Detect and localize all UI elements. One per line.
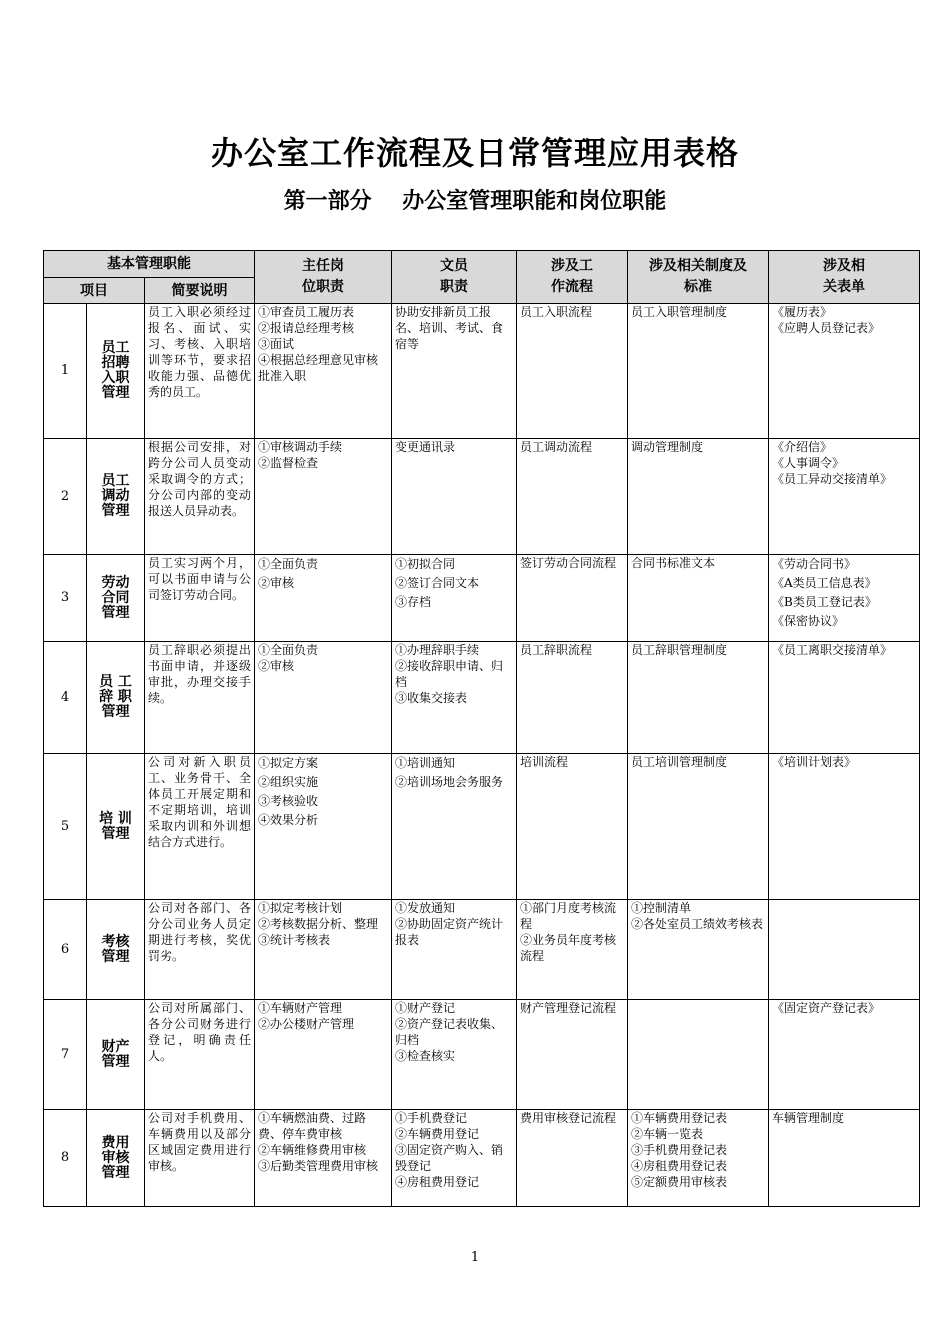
- header-process: 涉及工 作流程: [517, 251, 628, 304]
- row-process: 签订劳动合同流程: [517, 555, 628, 642]
- table-row: [44, 1000, 920, 1110]
- row-forms: 《劳动合同书》 《A类员工信息表》 《B类员工登记表》 《保密协议》: [769, 555, 920, 642]
- row-system: 员工培训管理制度: [628, 754, 769, 900]
- row-description: 公司对各部门、各分公司业务人员定期进行考核，奖优罚劣。: [145, 900, 255, 1000]
- row-project: 考核管理: [87, 900, 145, 1000]
- row-system: ①车辆费用登记表 ②车辆一览表 ③手机费用登记表 ④房租费用登记表 ⑤定额费用审核表: [628, 1110, 769, 1207]
- table-row: [44, 439, 920, 555]
- row-description: 员工实习两个月，可以书面申请与公司签订劳动合同。: [145, 555, 255, 642]
- row-system: ①控制清单 ②各处室员工绩效考核表: [628, 900, 769, 1000]
- row-director: ①全面负责 ②审核: [255, 555, 392, 642]
- header-system: 涉及相关制度及 标准: [628, 251, 769, 304]
- row-forms: 《介绍信》 《人事调令》 《员工异动交接清单》: [769, 439, 920, 555]
- table-row: [44, 754, 920, 900]
- table-row: [44, 900, 920, 1000]
- row-project: 劳动合同管理: [87, 555, 145, 642]
- row-number: 5: [44, 754, 87, 900]
- row-number: 4: [44, 642, 87, 754]
- row-number: 6: [44, 900, 87, 1000]
- document-title: 办公室工作流程及日常管理应用表格: [210, 134, 739, 172]
- header-basic-functions: 基本管理职能: [44, 251, 255, 278]
- row-director: ①车辆财产管理 ②办公楼财产管理: [255, 1000, 392, 1110]
- row-process: 员工调动流程: [517, 439, 628, 555]
- row-forms: 车辆管理制度: [769, 1110, 920, 1207]
- row-director: ①审查员工履历表 ②报请总经理考核 ③面试 ④根据总经理意见审核批准入职: [255, 304, 392, 439]
- row-project: 培 训管理: [87, 754, 145, 900]
- row-description: 根据公司安排，对跨分公司人员变动采取调令的方式；分公司内部的变动报送人员异动表。: [145, 439, 255, 555]
- row-project: 员 工辞 职管理: [87, 642, 145, 754]
- row-description: 公司对手机费用、车辆费用以及部分区域固定费用进行审核。: [145, 1110, 255, 1207]
- table-row: [44, 304, 920, 439]
- row-system: [628, 1000, 769, 1110]
- row-project: 财产管理: [87, 1000, 145, 1110]
- row-clerk: ①手机费登记 ②车辆费用登记 ③固定资产购入、销毁登记 ④房租费用登记: [392, 1110, 517, 1207]
- row-director: ①拟定方案 ②组织实施 ③考核验收 ④效果分析: [255, 754, 392, 900]
- row-process: 费用审核登记流程: [517, 1110, 628, 1207]
- row-clerk: ①发放通知 ②协助固定资产统计报表: [392, 900, 517, 1000]
- row-forms: 《员工离职交接清单》: [769, 642, 920, 754]
- row-forms: 《固定资产登记表》: [769, 1000, 920, 1110]
- row-number: 2: [44, 439, 87, 555]
- header-forms: 涉及相 关表单: [769, 251, 920, 304]
- row-system: 员工辞职管理制度: [628, 642, 769, 754]
- table-row: [44, 642, 920, 754]
- row-number: 1: [44, 304, 87, 439]
- row-description: 员工辞职必须提出书面申请，并逐级审批，办理交接手续。: [145, 642, 255, 754]
- row-clerk: 协助安排新员工报名、培训、考试、食宿等: [392, 304, 517, 439]
- row-project: 员工调动管理: [87, 439, 145, 555]
- row-clerk: ①初拟合同 ②签订合同文本 ③存档: [392, 555, 517, 642]
- row-process: ①部门月度考核流程 ②业务员年度考核流程: [517, 900, 628, 1000]
- header-description: 简要说明: [145, 278, 255, 304]
- row-number: 7: [44, 1000, 87, 1110]
- row-director: ①审核调动手续 ②监督检查: [255, 439, 392, 555]
- row-system: 调动管理制度: [628, 439, 769, 555]
- row-project: 费用审核管理: [87, 1110, 145, 1207]
- page-number: 1: [470, 1250, 480, 1265]
- row-director: ①拟定考核计划 ②考核数据分析、整理 ③统计考核表: [255, 900, 392, 1000]
- row-forms: 《培训计划表》: [769, 754, 920, 900]
- row-system: 员工入职管理制度: [628, 304, 769, 439]
- row-number: 3: [44, 555, 87, 642]
- row-process: 员工入职流程: [517, 304, 628, 439]
- row-clerk: ①办理辞职手续 ②接收辞职申请、归档 ③收集交接表: [392, 642, 517, 754]
- row-clerk: ①财产登记 ②资产登记表收集、归档 ③检查核实: [392, 1000, 517, 1110]
- header-director-duties: 主任岗 位职责: [255, 251, 392, 304]
- row-system: 合同书标准文本: [628, 555, 769, 642]
- row-number: 8: [44, 1110, 87, 1207]
- management-table: [43, 250, 920, 1207]
- row-description: 公司对新入职员工、业务骨干、全体员工开展定期和不定期培训，培训采取内训和外训想结合方式进行。: [145, 754, 255, 900]
- row-description: 公司对所属部门、各分公司财务进行登记，明确责任人。: [145, 1000, 255, 1110]
- row-forms: 《履历表》 《应聘人员登记表》: [769, 304, 920, 439]
- table-row: [44, 555, 920, 642]
- row-process: 财产管理登记流程: [517, 1000, 628, 1110]
- header-project: 项目: [44, 278, 145, 304]
- header-clerk-duties: 文员 职责: [392, 251, 517, 304]
- row-description: 员工入职必须经过报名、面试、实习、考核、入职培训等环节，要求招收能力强、品德优秀的员工。: [145, 304, 255, 439]
- row-process: 培训流程: [517, 754, 628, 900]
- row-clerk: 变更通讯录: [392, 439, 517, 555]
- row-director: ①车辆燃油费、过路费、停车费审核 ②车辆维修费用审核 ③后勤类管理费用审核: [255, 1110, 392, 1207]
- row-clerk: ①培训通知 ②培训场地会务服务: [392, 754, 517, 900]
- row-forms: [769, 900, 920, 1000]
- table-row: [44, 1110, 920, 1207]
- row-process: 员工辞职流程: [517, 642, 628, 754]
- section-subtitle: 第一部分 办公室管理职能和岗位职能: [283, 188, 667, 214]
- row-director: ①全面负责 ②审核: [255, 642, 392, 754]
- row-project: 员工招聘入职管理: [87, 304, 145, 439]
